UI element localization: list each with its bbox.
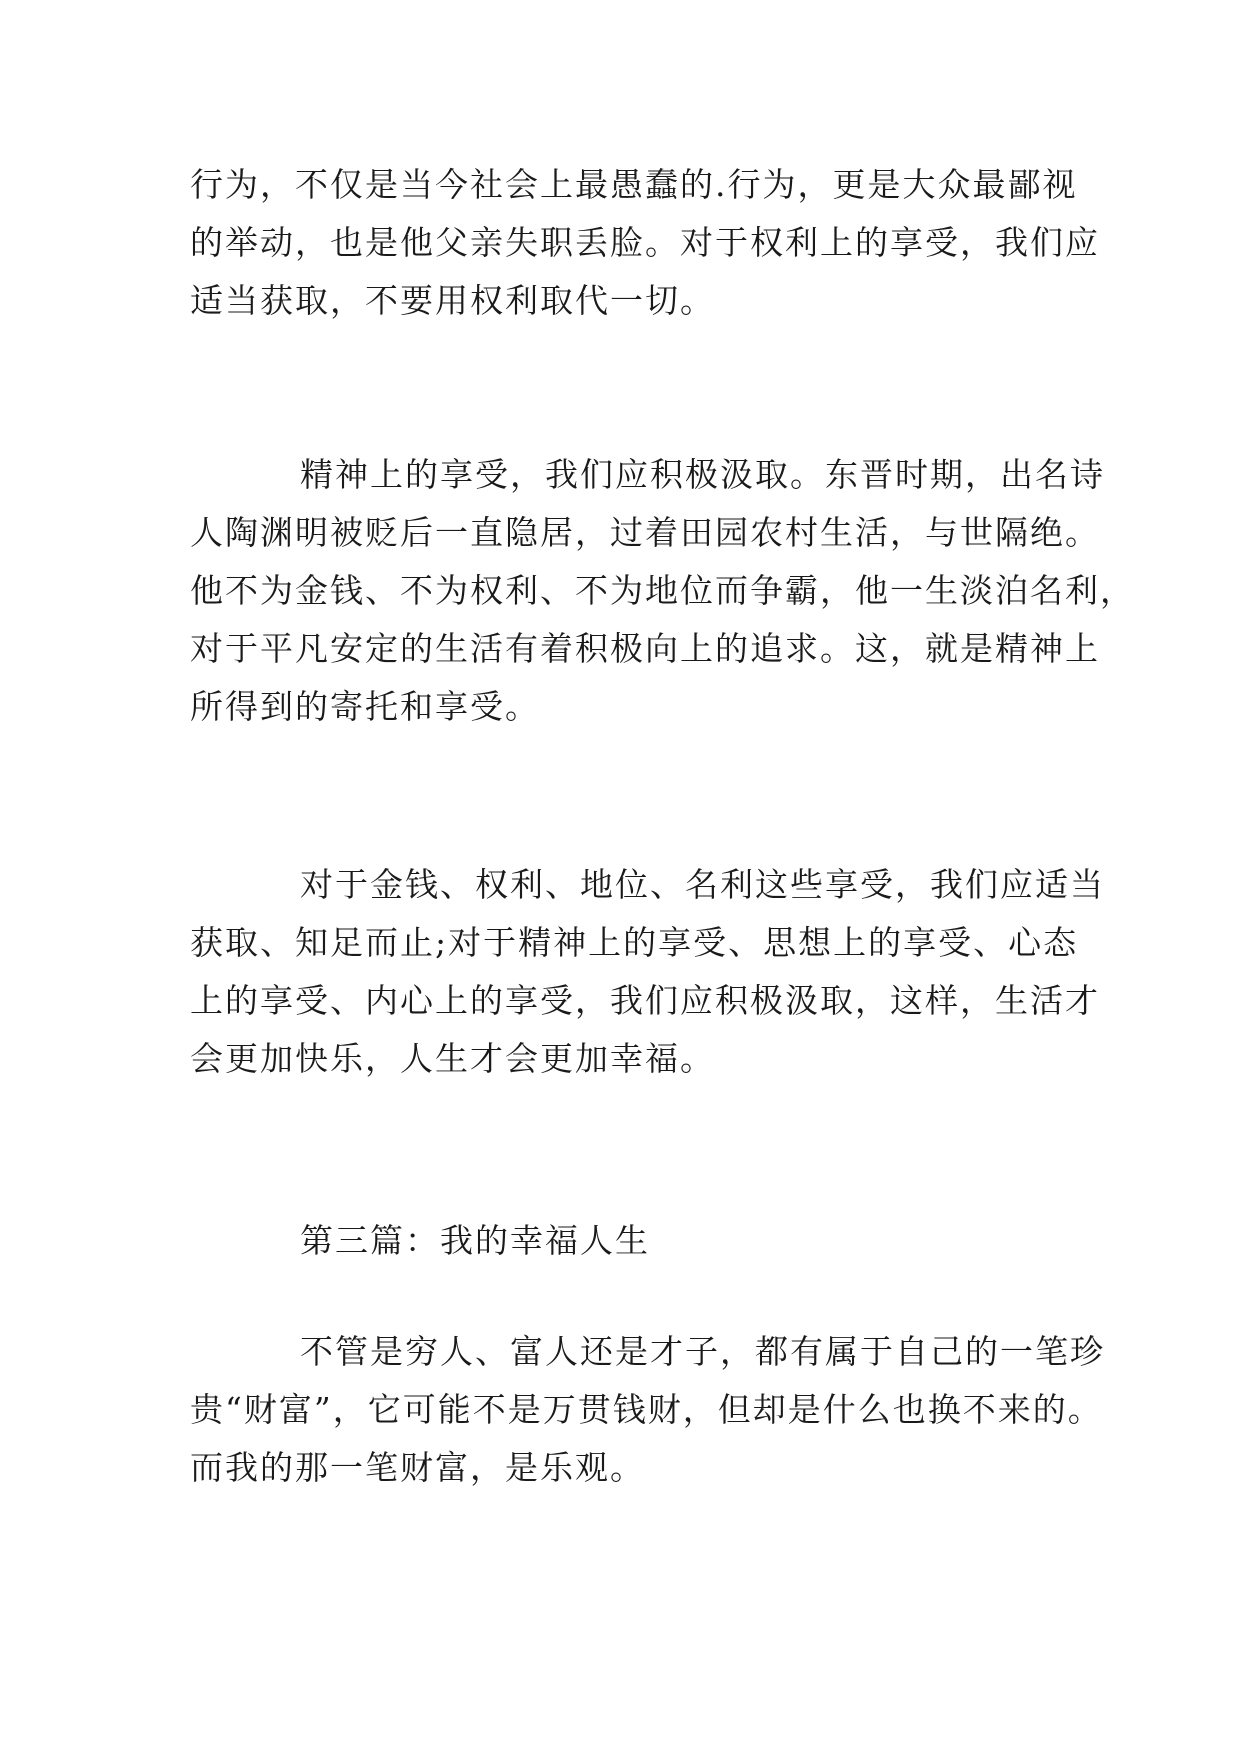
paragraph-line: 对于金钱、权利、地位、名利这些享受，我们应适当 [300, 865, 1105, 904]
paragraph-line: 对于平凡安定的生活有着积极向上的追求。这，就是精神上 [190, 629, 1100, 668]
paragraph-4 [190, 1323, 1105, 1497]
paragraph-line: 而我的那一笔财富，是乐观。 [190, 1448, 645, 1487]
paragraph-line: 上的享受、内心上的享受，我们应积极汲取，这样，生活才 [190, 981, 1100, 1020]
paragraph-3 [190, 856, 1105, 1088]
paragraph-line: 会更加快乐，人生才会更加幸福。 [190, 1039, 715, 1078]
heading-text: 第三篇：我的幸福人生 [300, 1221, 650, 1260]
paragraph-line: 他不为金钱、不为权利、不为地位而争霸，他一生淡泊名利， [190, 571, 1135, 610]
paragraph-line: 所得到的寄托和享受。 [190, 687, 540, 726]
paragraph-line: 适当获取，不要用权利取代一切。 [190, 281, 715, 320]
paragraph-line: 的举动，也是他父亲失职丢脸。对于权利上的享受，我们应 [190, 223, 1100, 262]
paragraph-line: 行为，不仅是当今社会上最愚蠢的.行为，更是大众最鄙视 [190, 165, 1078, 204]
paragraph-line: 人陶渊明被贬后一直隐居，过着田园农村生活，与世隔绝。 [190, 513, 1100, 552]
paragraph-1 [190, 156, 1100, 330]
paragraph-line: 贵“财富”，它可能不是万贯钱财，但却是什么也换不来的。 [190, 1390, 1103, 1429]
section-heading [190, 1212, 1070, 1270]
paragraph-line: 获取、知足而止;对于精神上的享受、思想上的享受、心态 [190, 923, 1079, 962]
paragraph-line: 精神上的享受，我们应积极汲取。东晋时期，出名诗 [300, 455, 1105, 494]
paragraph-2 [190, 446, 1135, 736]
paragraph-line: 不管是穷人、富人还是才子，都有属于自己的一笔珍 [300, 1332, 1105, 1371]
